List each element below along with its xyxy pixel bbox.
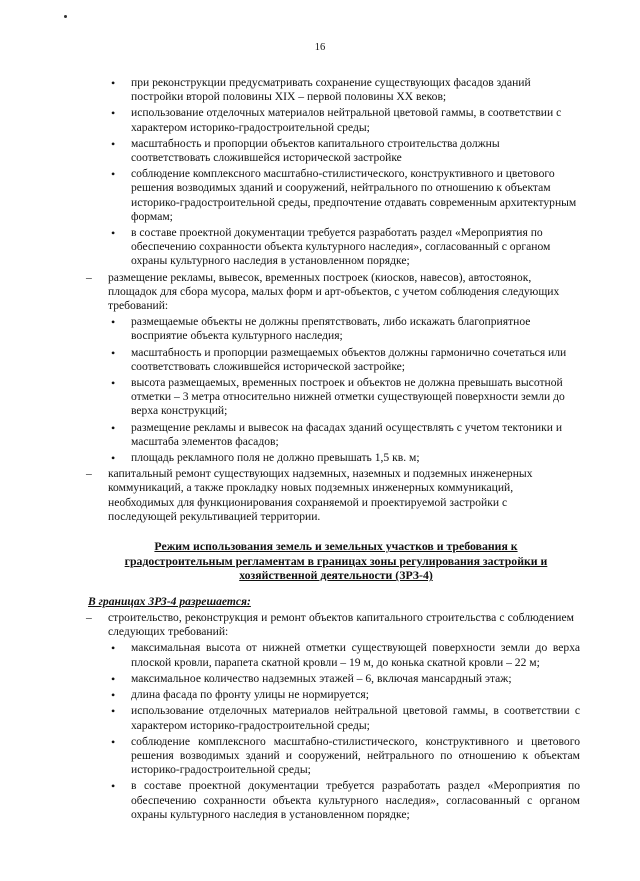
dash-item-construction: – строительство, реконструкция и ремонт объектов капитального строительства с соблюдением следующих требований: [86, 611, 574, 639]
list-item: • соблюдение комплексного масштабно-стилистического, конструктивного и цветового решения возводимых зданий и сооружений, нейтрального по отношению к объектам историко-градостроительной среды; [92, 735, 580, 778]
list-item: • в составе проектной документации требуется разработать раздел «Мероприятия по обеспечению сохранности объекта культурного наследия», согласованный с органом охраны культурного наследия в установленном порядке; [92, 226, 580, 269]
section-spacer [92, 526, 580, 539]
list-item: • максимальное количество надземных этажей – 6, включая мансардный этаж; [92, 672, 580, 686]
list-item: • соблюдение комплексного масштабно-стилистического, конструктивного и цветового решения возводимых зданий и сооружений, нейтрального по отношению к объектам историко-градостроительной среды, предпочтение отдавать современным архитектурным формам; [92, 167, 580, 224]
dash-item-repair: – капитальный ремонт существующих надземных, наземных и подземных инженерных коммуникаций, а также прокладку новых подземных инженерных коммуникаций, необходимых для функционирования сохраняемой и проектируемой застройки с последующей рекультивацией территории. [86, 467, 574, 524]
list-item: • высота размещаемых, временных построек и объектов не должна превышать высотной отметки – 3 метра относительно нижней отметки существующей поверхности земли до верха конструкций; [92, 376, 580, 419]
list-item: • площадь рекламного поля не должно превышать 1,5 кв. м; [92, 451, 580, 465]
list-item: • использование отделочных материалов нейтральной цветовой гаммы, в соответствии с характером историко-градостроительной среды; [92, 704, 580, 732]
scan-speck [64, 15, 67, 18]
list-item: • максимальная высота от нижней отметки существующей поверхности земли до верха плоской кровли, парапета скатной кровли – 19 м, до конька скатной кровли – 22 м; [92, 641, 580, 669]
list-item: • длина фасада по фронту улицы не нормируется; [92, 688, 580, 702]
list-item: • в составе проектной документации требуется разработать раздел «Мероприятия по обеспечению сохранности объекта культурного наследия», согласованный с органом охраны культурного наследия в установленном порядке; [92, 779, 580, 822]
list-item: • использование отделочных материалов нейтральной цветовой гаммы, в соответствии с характером историко-градостроительной среды; [92, 106, 580, 134]
list-item: • размещаемые объекты не должны препятствовать, либо искажать благоприятное восприятие объекта культурного наследия; [92, 315, 580, 343]
list-item: • при реконструкции предусматривать сохранение существующих фасадов зданий постройки второй половины XIX – первой половины XX веков; [92, 76, 580, 104]
page-body [88, 76, 580, 824]
list-item: • масштабность и пропорции размещаемых объектов должны гармонично сочетаться или соответствовать сложившейся исторической застройке; [92, 346, 580, 374]
section-subheading: В границах ЗРЗ-4 разрешается: [88, 594, 251, 608]
dash-item-advertising: – размещение рекламы, вывесок, временных построек (киосков, навесов), автостоянок, площадок для сбора мусора, малых форм и арт-объектов, с учетом соблюдения следующих требований: [86, 271, 574, 314]
list-item: • размещение рекламы и вывесок на фасадах зданий осуществлять с учетом тектоники и масштаба элементов фасадов; [92, 421, 580, 449]
page-number: 16 [314, 42, 326, 53]
list-item: • масштабность и пропорции объектов капитального строительства должны соответствовать сложившейся исторической застройке [92, 137, 580, 165]
section-heading: Режим использования земель и земельных участков и требования к градостроительным регламентам в границах зоны регулирования застройки и хозяйственной деятельности (ЗРЗ-4) [124, 539, 548, 583]
